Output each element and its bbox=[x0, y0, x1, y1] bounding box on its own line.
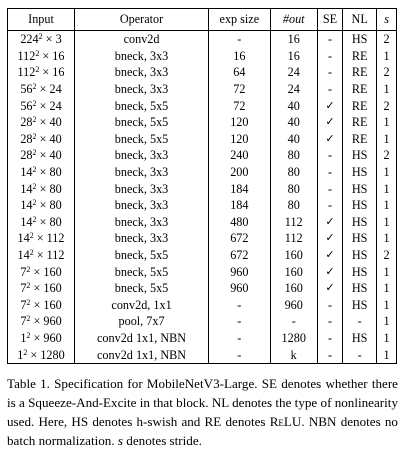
input-exponent: 2 bbox=[35, 48, 40, 58]
cell-input bbox=[8, 164, 75, 181]
input-channels: × 80 bbox=[36, 198, 62, 213]
cell-exp-size: 120 bbox=[209, 131, 271, 148]
caption-relu: ReLU bbox=[269, 414, 302, 429]
table-row bbox=[8, 330, 397, 347]
cell-stride: 1 bbox=[377, 131, 397, 148]
input-channels: × 3 bbox=[42, 32, 62, 47]
header-input: Input bbox=[8, 9, 75, 31]
cell-stride: 2 bbox=[377, 247, 397, 264]
input-base: 1 bbox=[20, 330, 27, 345]
cell-operator: pool, 7x7 bbox=[75, 313, 209, 330]
input-exponent: 2 bbox=[32, 115, 37, 125]
caption-text-3: denotes stride. bbox=[123, 433, 202, 448]
cell-input bbox=[8, 280, 75, 297]
input-channels: × 960 bbox=[30, 314, 62, 329]
table-row bbox=[8, 114, 397, 131]
table-row bbox=[8, 280, 397, 297]
input-base: 56 bbox=[20, 98, 33, 113]
cell-input bbox=[8, 313, 75, 330]
input-channels: × 24 bbox=[36, 98, 62, 113]
cell-se: - bbox=[317, 164, 342, 181]
header-out: #out bbox=[270, 9, 317, 31]
header-operator: Operator bbox=[75, 9, 209, 31]
cell-se: - bbox=[317, 180, 342, 197]
cell-stride: 1 bbox=[377, 230, 397, 247]
cell-operator: bneck, 3x3 bbox=[75, 180, 209, 197]
cell-out: 80 bbox=[270, 197, 317, 214]
cell-nl: HS bbox=[343, 147, 377, 164]
cell-operator: bneck, 5x5 bbox=[75, 280, 209, 297]
cell-exp-size: 672 bbox=[209, 247, 271, 264]
cell-se: - bbox=[317, 31, 342, 48]
table-row bbox=[8, 31, 397, 48]
input-exponent: 2 bbox=[29, 248, 34, 258]
input-base: 7 bbox=[20, 297, 27, 312]
cell-operator: bneck, 5x5 bbox=[75, 247, 209, 264]
cell-exp-size: 72 bbox=[209, 97, 271, 114]
input-channels: × 160 bbox=[30, 264, 62, 279]
cell-exp-size: 64 bbox=[209, 64, 271, 81]
cell-stride: 1 bbox=[377, 48, 397, 65]
cell-se: - bbox=[317, 313, 342, 330]
cell-nl: HS bbox=[343, 330, 377, 347]
cell-stride: 1 bbox=[377, 164, 397, 181]
cell-nl: RE bbox=[343, 48, 377, 65]
input-channels: × 960 bbox=[30, 330, 62, 345]
input-base: 7 bbox=[20, 264, 27, 279]
cell-out: 160 bbox=[270, 247, 317, 264]
cell-nl: RE bbox=[343, 131, 377, 148]
input-exponent: 2 bbox=[38, 32, 43, 42]
cell-nl: RE bbox=[343, 114, 377, 131]
table-row bbox=[8, 313, 397, 330]
input-exponent: 2 bbox=[32, 181, 37, 191]
cell-input bbox=[8, 330, 75, 347]
cell-exp-size: - bbox=[209, 297, 271, 314]
cell-stride: 1 bbox=[377, 330, 397, 347]
cell-nl: HS bbox=[343, 164, 377, 181]
cell-exp-size: 72 bbox=[209, 81, 271, 98]
input-base: 14 bbox=[17, 248, 30, 263]
table-row bbox=[8, 297, 397, 314]
input-channels: × 1280 bbox=[27, 347, 65, 362]
cell-out: 40 bbox=[270, 114, 317, 131]
input-exponent: 2 bbox=[26, 264, 31, 274]
cell-nl: - bbox=[343, 313, 377, 330]
cell-input bbox=[8, 346, 75, 363]
cell-out: 24 bbox=[270, 64, 317, 81]
input-base: 224 bbox=[20, 32, 39, 47]
input-exponent: 2 bbox=[32, 148, 37, 158]
table-row bbox=[8, 164, 397, 181]
cell-operator: bneck, 3x3 bbox=[75, 81, 209, 98]
table-row bbox=[8, 197, 397, 214]
input-channels: × 16 bbox=[39, 48, 65, 63]
table-row bbox=[8, 247, 397, 264]
cell-se: ✓ bbox=[317, 131, 342, 148]
cell-se: - bbox=[317, 330, 342, 347]
cell-input bbox=[8, 297, 75, 314]
input-base: 7 bbox=[20, 281, 27, 296]
cell-operator: bneck, 3x3 bbox=[75, 197, 209, 214]
input-base: 28 bbox=[20, 131, 33, 146]
input-channels: × 80 bbox=[36, 165, 62, 180]
cell-operator: conv2d 1x1, NBN bbox=[75, 346, 209, 363]
input-base: 14 bbox=[17, 231, 30, 246]
table-row bbox=[8, 214, 397, 231]
cell-out: 80 bbox=[270, 180, 317, 197]
input-base: 7 bbox=[20, 314, 27, 329]
cell-operator: conv2d 1x1, NBN bbox=[75, 330, 209, 347]
cell-stride: 1 bbox=[377, 297, 397, 314]
cell-exp-size: 120 bbox=[209, 114, 271, 131]
table-row bbox=[8, 147, 397, 164]
cell-out: 40 bbox=[270, 97, 317, 114]
input-exponent: 2 bbox=[26, 314, 31, 324]
cell-out: 960 bbox=[270, 297, 317, 314]
cell-input bbox=[8, 97, 75, 114]
input-base: 28 bbox=[20, 148, 33, 163]
input-base: 14 bbox=[20, 214, 33, 229]
input-channels: × 16 bbox=[39, 65, 65, 80]
input-channels: × 24 bbox=[36, 82, 62, 97]
cell-nl: HS bbox=[343, 280, 377, 297]
cell-input bbox=[8, 247, 75, 264]
cell-operator: bneck, 3x3 bbox=[75, 214, 209, 231]
input-exponent: 2 bbox=[29, 231, 34, 241]
table-row bbox=[8, 180, 397, 197]
cell-input bbox=[8, 131, 75, 148]
input-base: 112 bbox=[17, 65, 36, 80]
cell-stride: 1 bbox=[377, 197, 397, 214]
input-base: 28 bbox=[20, 115, 33, 130]
cell-nl: HS bbox=[343, 214, 377, 231]
input-exponent: 2 bbox=[32, 82, 37, 92]
cell-input bbox=[8, 81, 75, 98]
cell-stride: 1 bbox=[377, 263, 397, 280]
caption-text-1: Table 1. Specification for MobileNetV3-Large. SE denotes whether there is a Squeeze-And-Excite in that block. NL denotes the type of nonlinearity used. Here, HS denotes h-swish and RE denotes bbox=[7, 376, 398, 429]
cell-nl: HS bbox=[343, 263, 377, 280]
cell-stride: 1 bbox=[377, 114, 397, 131]
cell-se: ✓ bbox=[317, 114, 342, 131]
cell-operator: bneck, 5x5 bbox=[75, 97, 209, 114]
cell-out: 112 bbox=[270, 230, 317, 247]
cell-nl: HS bbox=[343, 197, 377, 214]
table-row bbox=[8, 131, 397, 148]
input-exponent: 2 bbox=[23, 347, 28, 357]
table-row bbox=[8, 97, 397, 114]
cell-nl: RE bbox=[343, 97, 377, 114]
input-base: 14 bbox=[20, 198, 33, 213]
cell-exp-size: - bbox=[209, 346, 271, 363]
cell-stride: 1 bbox=[377, 313, 397, 330]
input-base: 14 bbox=[20, 165, 33, 180]
cell-se: - bbox=[317, 48, 342, 65]
cell-stride: 2 bbox=[377, 97, 397, 114]
table-row bbox=[8, 48, 397, 65]
input-exponent: 2 bbox=[32, 165, 37, 175]
input-channels: × 40 bbox=[36, 148, 62, 163]
cell-input bbox=[8, 31, 75, 48]
cell-stride: 1 bbox=[377, 81, 397, 98]
cell-se: - bbox=[317, 147, 342, 164]
cell-exp-size: 480 bbox=[209, 214, 271, 231]
cell-se: ✓ bbox=[317, 247, 342, 264]
cell-input bbox=[8, 214, 75, 231]
input-base: 56 bbox=[20, 82, 33, 97]
input-channels: × 112 bbox=[33, 248, 65, 263]
input-channels: × 40 bbox=[36, 115, 62, 130]
header-nl: NL bbox=[343, 9, 377, 31]
cell-operator: conv2d, 1x1 bbox=[75, 297, 209, 314]
cell-exp-size: - bbox=[209, 313, 271, 330]
cell-se: ✓ bbox=[317, 97, 342, 114]
table-caption bbox=[7, 374, 398, 450]
table-row bbox=[8, 230, 397, 247]
cell-operator: bneck, 5x5 bbox=[75, 263, 209, 280]
cell-se: - bbox=[317, 197, 342, 214]
cell-nl: RE bbox=[343, 64, 377, 81]
cell-exp-size: 16 bbox=[209, 48, 271, 65]
cell-nl: HS bbox=[343, 230, 377, 247]
input-channels: × 80 bbox=[36, 214, 62, 229]
table-row bbox=[8, 64, 397, 81]
cell-operator: bneck, 3x3 bbox=[75, 64, 209, 81]
input-channels: × 80 bbox=[36, 181, 62, 196]
cell-out: 112 bbox=[270, 214, 317, 231]
cell-input bbox=[8, 114, 75, 131]
cell-stride: 1 bbox=[377, 180, 397, 197]
cell-out: 40 bbox=[270, 131, 317, 148]
cell-operator: bneck, 3x3 bbox=[75, 147, 209, 164]
cell-se: ✓ bbox=[317, 214, 342, 231]
table-body bbox=[8, 31, 397, 364]
header-exp-size: exp size bbox=[209, 9, 271, 31]
header-se: SE bbox=[317, 9, 342, 31]
cell-input bbox=[8, 197, 75, 214]
architecture-table bbox=[7, 8, 397, 364]
input-channels: × 160 bbox=[30, 297, 62, 312]
cell-out: - bbox=[270, 313, 317, 330]
caption-stride-symbol: s bbox=[117, 433, 124, 448]
cell-operator: conv2d bbox=[75, 31, 209, 48]
table-row bbox=[8, 346, 397, 363]
cell-out: k bbox=[270, 346, 317, 363]
table-row bbox=[8, 81, 397, 98]
cell-input bbox=[8, 48, 75, 65]
input-exponent: 2 bbox=[26, 330, 31, 340]
cell-input bbox=[8, 147, 75, 164]
cell-se: ✓ bbox=[317, 280, 342, 297]
input-exponent: 2 bbox=[26, 297, 31, 307]
cell-out: 160 bbox=[270, 263, 317, 280]
table-row bbox=[8, 263, 397, 280]
input-exponent: 2 bbox=[32, 131, 37, 141]
cell-se: - bbox=[317, 297, 342, 314]
cell-operator: bneck, 5x5 bbox=[75, 131, 209, 148]
input-exponent: 2 bbox=[35, 65, 40, 75]
cell-nl: HS bbox=[343, 297, 377, 314]
cell-stride: 1 bbox=[377, 214, 397, 231]
input-exponent: 2 bbox=[32, 198, 37, 208]
cell-exp-size: 960 bbox=[209, 280, 271, 297]
input-base: 14 bbox=[20, 181, 33, 196]
cell-input bbox=[8, 230, 75, 247]
cell-operator: bneck, 5x5 bbox=[75, 114, 209, 131]
cell-stride: 1 bbox=[377, 280, 397, 297]
cell-stride: 2 bbox=[377, 31, 397, 48]
cell-out: 1280 bbox=[270, 330, 317, 347]
cell-nl: HS bbox=[343, 180, 377, 197]
cell-se: ✓ bbox=[317, 230, 342, 247]
cell-input bbox=[8, 64, 75, 81]
cell-se: - bbox=[317, 346, 342, 363]
cell-stride: 1 bbox=[377, 346, 397, 363]
cell-out: 16 bbox=[270, 31, 317, 48]
input-base: 1 bbox=[17, 347, 24, 362]
cell-out: 24 bbox=[270, 81, 317, 98]
cell-operator: bneck, 3x3 bbox=[75, 230, 209, 247]
cell-se: - bbox=[317, 81, 342, 98]
input-channels: × 160 bbox=[30, 281, 62, 296]
cell-nl: - bbox=[343, 346, 377, 363]
cell-se: - bbox=[317, 64, 342, 81]
cell-exp-size: 960 bbox=[209, 263, 271, 280]
cell-input bbox=[8, 263, 75, 280]
cell-nl: RE bbox=[343, 81, 377, 98]
cell-stride: 2 bbox=[377, 147, 397, 164]
cell-exp-size: 200 bbox=[209, 164, 271, 181]
cell-exp-size: 672 bbox=[209, 230, 271, 247]
input-base: 112 bbox=[17, 48, 36, 63]
cell-exp-size: 184 bbox=[209, 180, 271, 197]
cell-se: ✓ bbox=[317, 263, 342, 280]
table-header-row bbox=[8, 9, 397, 31]
header-stride: s bbox=[377, 9, 397, 31]
cell-out: 160 bbox=[270, 280, 317, 297]
cell-exp-size: 240 bbox=[209, 147, 271, 164]
cell-out: 80 bbox=[270, 147, 317, 164]
cell-out: 16 bbox=[270, 48, 317, 65]
cell-nl: HS bbox=[343, 247, 377, 264]
input-exponent: 2 bbox=[26, 281, 31, 291]
cell-exp-size: - bbox=[209, 31, 271, 48]
cell-exp-size: 184 bbox=[209, 197, 271, 214]
cell-nl: HS bbox=[343, 31, 377, 48]
input-channels: × 40 bbox=[36, 131, 62, 146]
caption-text-2: . NBN denotes no batch normalization. bbox=[7, 414, 398, 448]
input-exponent: 2 bbox=[32, 98, 37, 108]
cell-exp-size: - bbox=[209, 330, 271, 347]
cell-operator: bneck, 3x3 bbox=[75, 48, 209, 65]
cell-operator: bneck, 3x3 bbox=[75, 164, 209, 181]
cell-out: 80 bbox=[270, 164, 317, 181]
cell-input bbox=[8, 180, 75, 197]
input-channels: × 112 bbox=[33, 231, 65, 246]
input-exponent: 2 bbox=[32, 214, 37, 224]
cell-stride: 2 bbox=[377, 64, 397, 81]
